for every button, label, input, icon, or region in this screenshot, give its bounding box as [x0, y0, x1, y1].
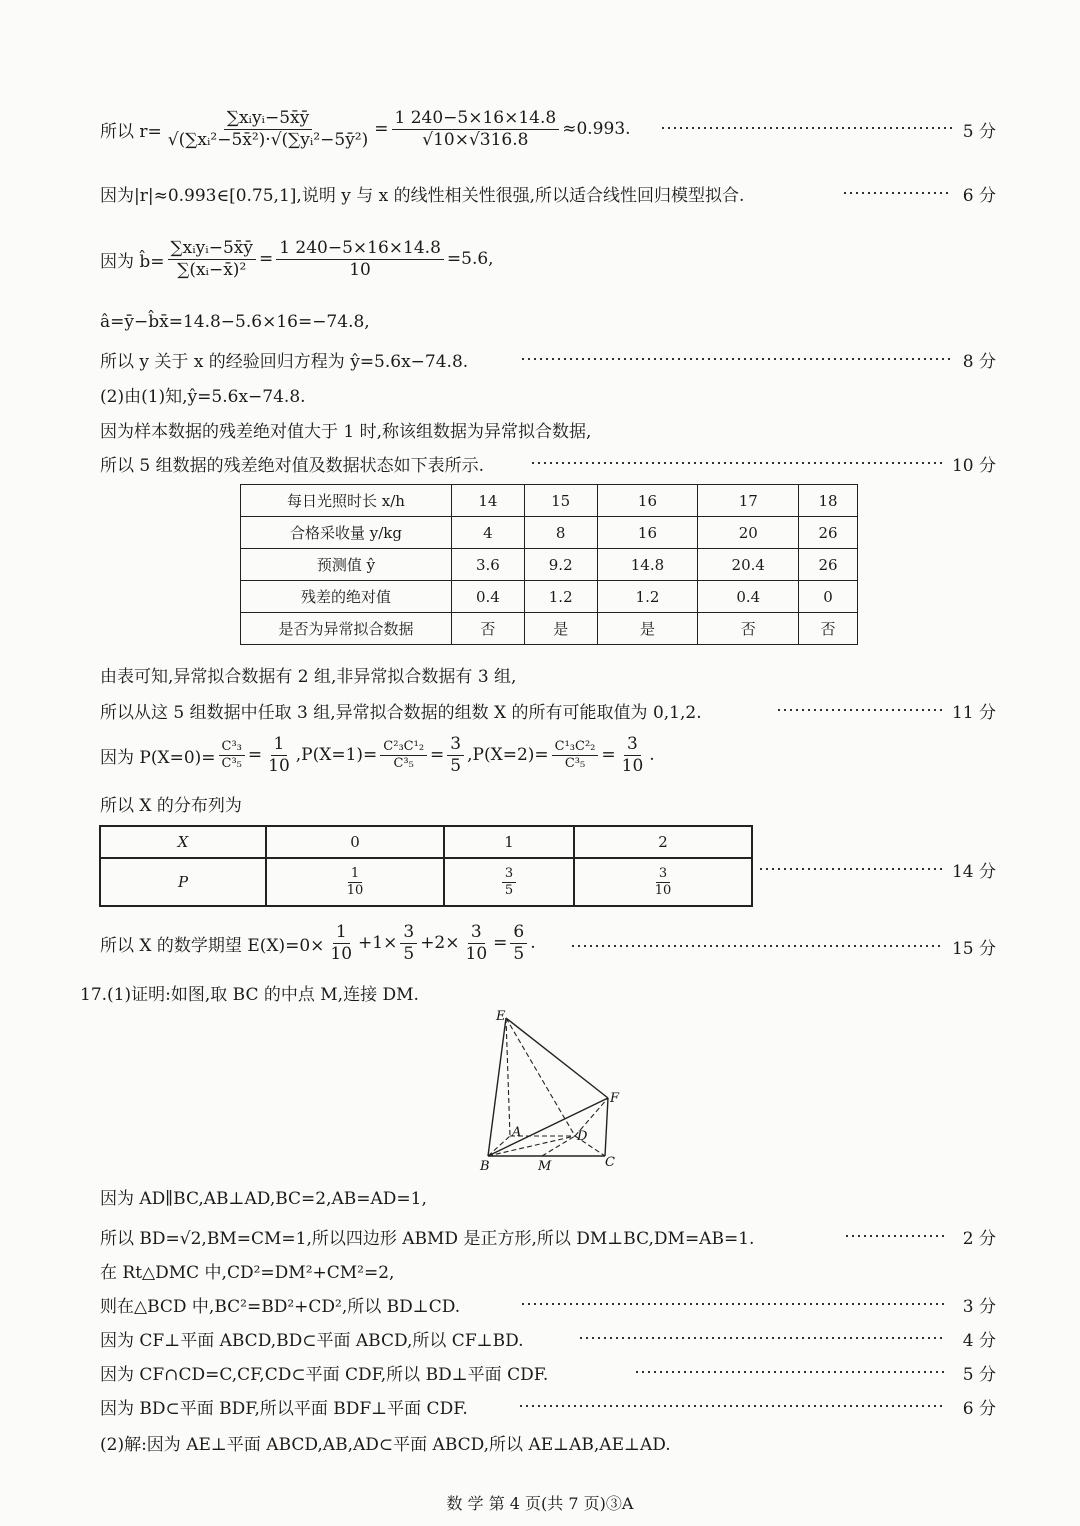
table-cell: 26	[799, 517, 858, 549]
leader-dots	[758, 868, 944, 870]
residual-table	[240, 484, 858, 645]
score-5b: 5 分	[962, 1365, 996, 1385]
p1-comb-fraction: $\frac{\text{C²₃C¹₂}}{\text{C³₅}}$	[380, 739, 427, 771]
row-header: 残差的绝对值	[241, 581, 452, 613]
score-4: 4 分	[962, 1331, 996, 1351]
b-value-fraction	[276, 238, 444, 280]
score-3: 3 分	[962, 1297, 996, 1317]
table-cell: 否	[698, 613, 799, 645]
row-header: 合格采收量 y/kg	[241, 517, 452, 549]
part2-line: (2)由(1)知,ŷ=5.6x−74.8.	[100, 387, 306, 407]
score-6b: 6 分	[962, 1399, 996, 1419]
table-cell: 是	[597, 613, 698, 645]
b-formula: 因为 b̂= $\frac{\text{∑xᵢyᵢ−5x̄ȳ}}{\text{∑(xᵢ−x̄)²}}$ = $\frac{1 240-5\times 16\times 14.8}{10}$ =5.6,	[100, 238, 494, 280]
r-formula: 所以 r= $\frac{\text{∑xᵢyᵢ−5x̄ȳ}}{\text{√(∑xᵢ²−5x̄²)·√(∑yᵢ²−5ȳ²)}}$ = $\frac{1 240-5\times 16\times 14.8}{√10\times√316.8}$ ≈0.993.	[100, 108, 631, 150]
leader-dots	[842, 192, 952, 194]
question-17-heading: 17.(1)证明:如图,取 BC 的中点 M,连接 DM.	[80, 985, 419, 1005]
r-value-denominator: √10×√316.8	[422, 129, 529, 150]
r-value-fraction	[392, 108, 560, 150]
table-cell: 8	[524, 517, 597, 549]
table-cell: 否	[799, 613, 858, 645]
x-val-2: 2	[574, 826, 752, 858]
table-cell: 18	[799, 485, 858, 517]
table-cell: 0.4	[452, 581, 525, 613]
pyramid-figure	[470, 1006, 630, 1176]
table-cell: 15	[524, 485, 597, 517]
p2-label: ,P(X=2)=	[467, 745, 549, 765]
table-cell: 是	[524, 613, 597, 645]
residual-table-row	[241, 613, 858, 645]
five-groups-line: 所以 5 组数据的残差绝对值及数据状态如下表所示.	[100, 456, 485, 476]
take-three-line: 所以从这 5 组数据中任取 3 组,异常拟合数据的组数 X 的所有可能取值为 0,1,2.	[100, 703, 702, 723]
b-value-denominator: 10	[349, 259, 371, 280]
score-6: 6 分	[962, 186, 996, 206]
b-fraction	[168, 238, 256, 280]
b-prefix: 因为 b̂=	[100, 251, 165, 272]
p-val-2: $\frac{3}{10}$	[654, 865, 672, 898]
leader-dots	[520, 1303, 944, 1305]
score-5: 5 分	[962, 122, 996, 142]
label-B: B	[480, 1159, 490, 1174]
leader-dots	[570, 945, 944, 947]
distribution-intro: 所以 X 的分布列为	[100, 796, 242, 816]
regression-line: 所以 y 关于 x 的经验回归方程为 ŷ=5.6x−74.8.	[100, 352, 469, 372]
leader-dots	[518, 1405, 944, 1407]
step-6: 因为 CF∩CD=C,CF,CD⊂平面 CDF,所以 BD⊥平面 CDF.	[100, 1365, 549, 1385]
abnormal-def-line: 因为样本数据的残差绝对值大于 1 时,称该组数据为异常拟合数据,	[100, 422, 592, 442]
table-cell: 1.2	[524, 581, 597, 613]
residual-table-row	[241, 485, 858, 517]
table-cell: 17	[698, 485, 799, 517]
a-line: â=ȳ−b̂x̄=14.8−5.6×16=−74.8,	[100, 312, 370, 332]
exp-prefix: 所以 X 的数学期望 E(X)=0×	[100, 935, 325, 956]
score-10: 10 分	[951, 456, 996, 476]
p-val-1: $\frac{3}{5}$	[502, 866, 516, 898]
residual-table-row	[241, 517, 858, 549]
table-cell: 14	[452, 485, 525, 517]
leader-dots	[578, 1337, 944, 1339]
x-head: X	[177, 833, 189, 851]
label-F: F	[610, 1091, 620, 1106]
leader-dots	[530, 462, 944, 464]
label-M: M	[538, 1159, 552, 1174]
r-result: ≈0.993.	[562, 119, 631, 139]
table-cell: 9.2	[524, 549, 597, 581]
b-denominator: ∑(xᵢ−x̄)²	[177, 259, 247, 280]
p2-fraction: $\frac{3}{10}$	[621, 734, 644, 776]
score-11: 11 分	[951, 703, 996, 723]
leader-dots	[776, 709, 944, 711]
table-cell: 4	[452, 517, 525, 549]
exp-frac-1: $\frac{1}{10}$	[330, 922, 353, 964]
r-value-numerator: 1 240−5×16×14.8	[392, 108, 560, 129]
table-cell: 否	[452, 613, 525, 645]
row-header: 预测值 ŷ	[241, 549, 452, 581]
score-8: 8 分	[962, 352, 996, 372]
table-conclusion-line: 由表可知,异常拟合数据有 2 组,非异常拟合数据有 3 组,	[100, 667, 517, 687]
exp-frac-4: $\frac{6}{5}$	[510, 922, 527, 964]
distribution-table	[99, 825, 753, 907]
table-cell: 1.2	[597, 581, 698, 613]
x-val-1: 1	[444, 826, 574, 858]
p0-comb-fraction: $\frac{\text{C³₃}}{\text{C³₅}}$	[219, 739, 245, 771]
score-2: 2 分	[962, 1229, 996, 1249]
r-fraction	[165, 108, 371, 150]
leader-dots	[634, 1371, 944, 1373]
leader-dots	[844, 1235, 944, 1237]
table-cell: 0.4	[698, 581, 799, 613]
p1-fraction: $\frac{3}{5}$	[447, 734, 464, 776]
table-cell: 26	[799, 549, 858, 581]
b-numerator: ∑xᵢyᵢ−5x̄ȳ	[168, 238, 256, 259]
prob-prefix: 因为 P(X=0)=	[100, 747, 216, 768]
expectation-line: 所以 X 的数学期望 E(X)=0× $\frac{1}{10}$ +1× $\frac{3}{5}$ +2× $\frac{3}{10}$ = $\frac{6}{5}$ .	[100, 922, 536, 964]
row-header: 每日光照时长 x/h	[241, 485, 452, 517]
leader-dots	[660, 127, 952, 129]
step-3: 在 Rt△DMC 中,CD²=DM²+CM²=2,	[100, 1263, 395, 1283]
p2-comb-fraction: $\frac{\text{C¹₃C²₂}}{\text{C³₅}}$	[552, 739, 599, 771]
step-8: (2)解:因为 AE⊥平面 ABCD,AB,AD⊂平面 ABCD,所以 AE⊥AB,AE⊥AD.	[100, 1435, 671, 1455]
step-7: 因为 BD⊂平面 BDF,所以平面 BDF⊥平面 CDF.	[100, 1399, 468, 1419]
table-cell: 0	[799, 581, 858, 613]
step-4: 则在△BCD 中,BC²=BD²+CD²,所以 BD⊥CD.	[100, 1297, 461, 1317]
residual-table-row	[241, 581, 858, 613]
p1-label: ,P(X=1)=	[295, 745, 378, 765]
table-cell: 16	[597, 485, 698, 517]
r-prefix: 所以 r=	[100, 121, 162, 142]
step-1: 因为 AD∥BC,AB⊥AD,BC=2,AB=AD=1,	[100, 1189, 427, 1209]
exp-frac-3: $\frac{3}{10}$	[465, 922, 488, 964]
correlation-line: 因为|r|≈0.993∈[0.75,1],说明 y 与 x 的线性相关性很强,所以适合线性回归模型拟合.	[100, 186, 745, 206]
r-denominator: √(∑xᵢ²−5x̄²)·√(∑yᵢ²−5ȳ²)	[167, 129, 369, 150]
residual-table-row	[241, 549, 858, 581]
b-result: =5.6,	[446, 249, 494, 269]
label-A: A	[512, 1125, 522, 1140]
p-val-0: $\frac{1}{10}$	[346, 865, 364, 898]
page-footer: 数 学 第 4 页(共 7 页)③A	[446, 1494, 634, 1513]
table-cell: 3.6	[452, 549, 525, 581]
table-cell: 14.8	[597, 549, 698, 581]
b-value-numerator: 1 240−5×16×14.8	[276, 238, 444, 259]
table-cell: 20.4	[698, 549, 799, 581]
table-cell: 16	[597, 517, 698, 549]
exp-frac-2: $\frac{3}{5}$	[400, 922, 417, 964]
label-E: E	[496, 1009, 506, 1024]
probability-line: 因为 P(X=0)= $\frac{\text{C³₃}}{\text{C³₅}}$ = $\frac{1}{10}$ ,P(X=1)= $\frac{\text{C²₃C¹₂}}{\text{C³₅}}$ = $\frac{3}{5}$ ,P(X=2)= $\frac{\text{C¹₃C²₂}}{\text{C³₅}}$ = $\frac{3}{10}$ .	[100, 734, 655, 776]
step-2: 所以 BD=√2,BM=CM=1,所以四边形 ABMD 是正方形,所以 DM⊥BC,DM=AB=1.	[100, 1229, 755, 1249]
label-C: C	[605, 1155, 615, 1170]
p0-fraction: $\frac{1}{10}$	[268, 734, 290, 776]
r-numerator: ∑xᵢyᵢ−5x̄ȳ	[224, 108, 312, 129]
x-val-0: 0	[266, 826, 444, 858]
step-5: 因为 CF⊥平面 ABCD,BD⊂平面 ABCD,所以 CF⊥BD.	[100, 1331, 524, 1351]
row-header: 是否为异常拟合数据	[241, 613, 452, 645]
label-D: D	[577, 1129, 588, 1144]
table-cell: 20	[698, 517, 799, 549]
score-15: 15 分	[951, 939, 996, 959]
score-14: 14 分	[951, 862, 996, 882]
p-head: P	[177, 873, 189, 891]
leader-dots	[520, 358, 952, 360]
